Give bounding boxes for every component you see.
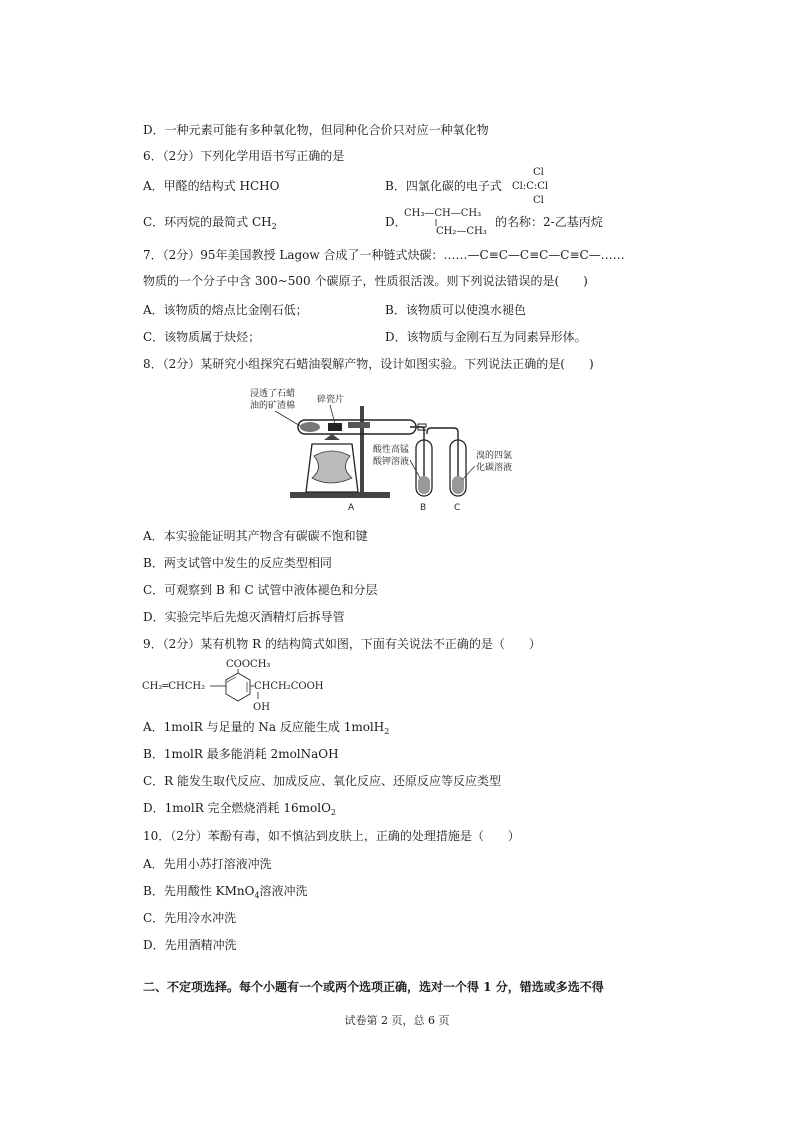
ccl4-bottom-cl: Cl	[533, 195, 544, 206]
q9-option-d-text: D．1molR 完全燃烧消耗 16molO	[143, 801, 331, 815]
q9-option-c: C．R 能发生取代反应、加成反应、氧化反应、还原反应等反应类型	[143, 774, 502, 788]
q10-option-b-sub: 4	[254, 891, 260, 900]
ccl4-top-cl: Cl	[533, 167, 544, 178]
q9-option-a-text: A．1molR 与足量的 Na 反应能生成 1molH	[143, 720, 385, 734]
q9-option-b: B．1molR 最多能消耗 2molNaOH	[143, 747, 339, 761]
q6-option-c-sub: 2	[271, 222, 277, 231]
q10-option-b-suffix: 溶液冲洗	[259, 884, 308, 898]
label-b: B	[420, 503, 427, 513]
page-footer: 试卷第 2 页，总 6 页	[344, 1014, 450, 1027]
q10-stem: 10．（2分）苯酚有毒，如不慎沾到皮肤上，正确的处理措施是（ ）	[143, 829, 520, 843]
q8-option-d: D．实验完毕后先熄灭酒精灯后拆导管	[143, 610, 345, 624]
ccl4-center: Cl:C:Cl	[512, 181, 549, 192]
q6-option-b-label: B．四氯化碳的电子式	[385, 179, 502, 193]
flame	[324, 434, 340, 440]
q6-option-c-text: C．环丙烷的最简式 CH	[143, 215, 272, 229]
q6-option-a: A．甲醛的结构式 HCHO	[143, 179, 280, 193]
cotton-plug	[300, 422, 320, 432]
q7-option-d: D．该物质与金刚石互为同素异形体。	[385, 330, 587, 344]
q8-option-a: A．本实验能证明其产物含有碳碳不饱和键	[143, 529, 368, 543]
label-c: C	[454, 503, 461, 513]
benzene-ring	[226, 673, 250, 701]
q9-struct-left: CH₂═CHCH₂	[142, 681, 206, 692]
q6-option-b	[385, 178, 502, 194]
q9-struct-right: CHCH₂COOH	[254, 681, 324, 692]
q10-option-d: D．先用酒精冲洗	[143, 938, 237, 952]
q6-d-branch: CH₂—CH₃	[436, 226, 487, 237]
q9-option-a	[143, 719, 389, 740]
q7-option-c: C．该物质属于炔烃；	[143, 330, 261, 344]
q7-option-b: B．该物质可以使溴水褪色	[385, 303, 526, 317]
label-kmno4-2: 酸钾溶液	[373, 457, 410, 467]
q5-option-d: D．一种元素可能有多种氧化物，但同种化合价只对应一种氧化物	[143, 123, 489, 137]
q10-option-c: C．先用冷水冲洗	[143, 911, 237, 925]
q9-struct-top: COOCH₃	[226, 659, 271, 670]
q8-option-b: B．两支试管中发生的反应类型相同	[143, 556, 332, 570]
q6-stem: 6．（2分）下列化学用语书写正确的是	[143, 149, 345, 163]
clamp	[348, 422, 370, 428]
q6-option-d-label: D．	[385, 215, 407, 229]
q9-option-d-sub: 2	[330, 808, 337, 817]
q7-stem-line2: 物质的一个分子中含 300~500 个碳原子，性质很活泼。则下列说法错误的是( )	[143, 274, 588, 288]
label-cotton-1: 浸透了石蜡	[250, 389, 296, 399]
q10-option-b-text: B．先用酸性 KMnO	[143, 884, 255, 898]
iron-stand-base	[290, 492, 390, 498]
q9-stem: 9．（2分）某有机物 R 的结构简式如图，下面有关说法不正确的是（ ）	[143, 637, 541, 651]
label-kmno4-1: 酸性高锰	[373, 445, 410, 455]
q6-option-d-name: 的名称：2-乙基丙烷	[495, 215, 603, 229]
label-porcelain: 碎瓷片	[317, 395, 345, 405]
q8-apparatus-figure	[240, 382, 560, 514]
q6-d-structure	[402, 204, 494, 238]
label-br-1: 溴的四氯	[476, 451, 513, 461]
q6-d-main-chain: CH₃—CH—CH₃	[404, 208, 482, 219]
label-cotton-2: 油的矿渣棉	[250, 401, 296, 411]
q9-struct-bottom: OH	[253, 702, 270, 713]
q8-option-c: C．可观察到 B 和 C 试管中液体褪色和分层	[143, 583, 378, 597]
q6-option-c	[143, 214, 277, 235]
q7-option-a: A．该物质的熔点比金刚石低；	[143, 303, 308, 317]
ccl4-electron-formula	[512, 164, 572, 206]
q10-option-b	[143, 883, 308, 904]
label-br-2: 化碳溶液	[476, 463, 513, 473]
iron-stand-rod	[360, 406, 364, 494]
q9-option-a-sub: 2	[384, 727, 390, 736]
q10-option-a: A．先用小苏打溶液冲洗	[143, 857, 272, 871]
q8-stem: 8．（2分）某研究小组探究石蜡油裂解产物，设计如图实验。下列说法正确的是( )	[143, 357, 594, 371]
label-a: A	[348, 503, 355, 513]
porcelain-chips	[328, 423, 342, 431]
q9-option-d	[143, 800, 336, 821]
q9-structure	[140, 656, 340, 714]
q7-stem-line1: 7．（2分）95年美国教授 Lagow 合成了一种链式炔碳：……—C≡C—C≡C—C≡C—……	[143, 248, 625, 262]
section2-heading: 二、不定项选择。每个小题有一个或两个选项正确，选对一个得 1 分，错选或多选不得	[143, 980, 604, 994]
